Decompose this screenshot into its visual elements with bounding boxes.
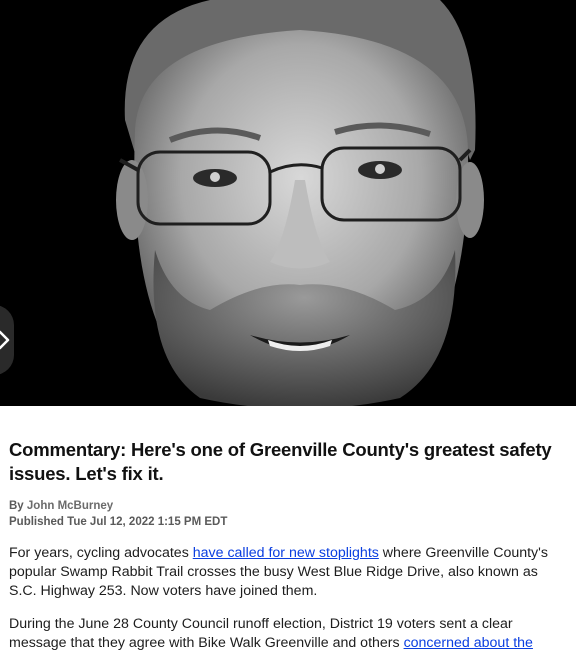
chevron-right-icon (0, 330, 10, 350)
author-name[interactable]: John McBurney (26, 500, 114, 512)
paragraph-1-text-start: For years, cycling advocates (9, 545, 193, 561)
published-date: Published Tue Jul 12, 2022 1:15 PM EDT (9, 516, 228, 528)
byline-prefix: By (9, 500, 27, 512)
paragraph-2-text: During the June 28 County Council runoff election, District 19 voters sent a clear message that they agree with Bike Walk Greenville and others (9, 616, 513, 651)
article-body (9, 438, 565, 653)
paragraph-2 (9, 615, 565, 653)
paragraph-1 (9, 544, 565, 601)
concerned-link[interactable]: concerned about the (403, 635, 533, 651)
byline (9, 498, 565, 530)
paragraph-1-text-end: where Greenville County's popular Swamp Rabbit Trail crosses the busy West Blue Ridge Drive, also known as S.C. Highway 253. Now voters have joined them. (9, 545, 548, 599)
stoplights-link[interactable]: have called for new stoplights (192, 545, 379, 561)
article-headline: Commentary: Here's one of Greenville County's greatest safety issues. Let's fix it. (9, 439, 552, 484)
author-line (9, 498, 565, 514)
